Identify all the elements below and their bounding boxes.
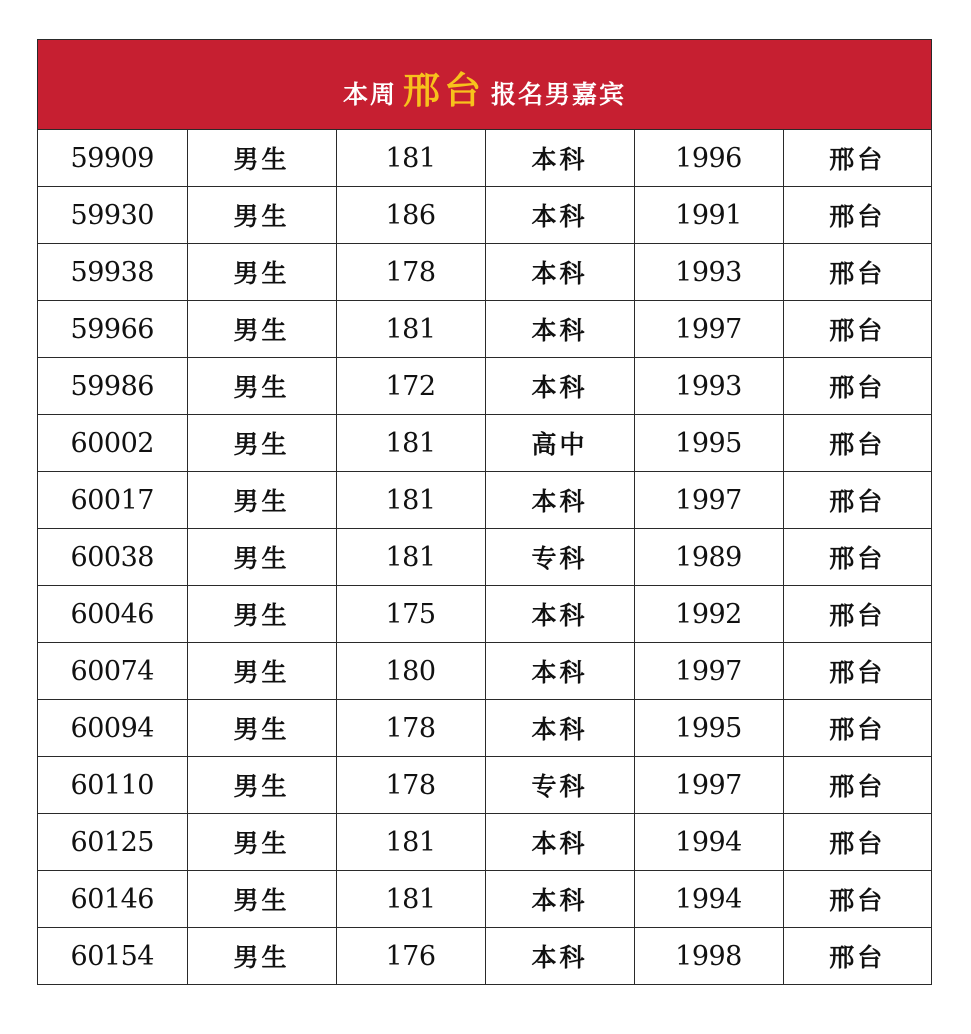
gender-cell: 男生: [187, 130, 336, 187]
birth-year-cell: 1994: [634, 814, 783, 871]
education-cell: 本科: [485, 130, 634, 187]
table-row: [38, 130, 931, 187]
city-cell: 邢台: [829, 943, 886, 972]
city-cell: 邢台: [783, 187, 931, 244]
birth-year-cell: 1995: [634, 700, 783, 757]
guest-id-cell: 60038: [38, 529, 187, 586]
city-cell: 邢台: [783, 700, 931, 757]
table-row: [38, 358, 931, 415]
guest-id-cell: 60154: [38, 928, 187, 985]
table-row: [38, 586, 931, 643]
table-row: [38, 415, 931, 472]
birth-year-cell: 1998: [634, 928, 783, 985]
height-cell: 176: [336, 928, 485, 985]
city-cell: 邢台: [783, 814, 931, 871]
guest-id-cell: 60017: [38, 472, 187, 529]
education-cell: 专科: [485, 529, 634, 586]
guest-id-cell: 59986: [38, 358, 187, 415]
gender-cell: 男生: [187, 472, 336, 529]
birth-year-cell: 1989: [634, 529, 783, 586]
education-cell: 高中: [485, 415, 634, 472]
height-cell: 178: [336, 757, 485, 814]
guest-id-cell: 60094: [38, 700, 187, 757]
table-row: [38, 187, 931, 244]
gender-cell: 男生: [187, 244, 336, 301]
table-row: [38, 529, 931, 586]
birth-year-cell: 1996: [634, 130, 783, 187]
height-cell: 181: [336, 871, 485, 928]
city-cell: 邢台: [783, 757, 931, 814]
title-prefix: 本周: [342, 79, 397, 109]
table-row: [38, 700, 931, 757]
page-title: [343, 60, 626, 114]
birth-year-cell: 1993: [634, 244, 783, 301]
city-cell: 邢台: [783, 130, 931, 187]
table-row: [38, 643, 931, 700]
gender-cell: 男生: [187, 586, 336, 643]
height-cell: 178: [336, 700, 485, 757]
birth-year-cell: 1995: [634, 415, 783, 472]
table-row: [38, 871, 931, 928]
guest-list-sheet: [37, 39, 932, 985]
education-cell: 本科: [485, 871, 634, 928]
gender-cell: 男生: [187, 928, 336, 985]
title-suffix: 报名男嘉宾: [491, 79, 627, 109]
table-row: [38, 472, 931, 529]
city-cell: 邢台: [783, 643, 931, 700]
guest-table-body: [38, 130, 931, 984]
birth-year-cell: 1997: [634, 757, 783, 814]
gender-cell: 男生: [187, 187, 336, 244]
education-cell: 本科: [485, 814, 634, 871]
height-cell: 181: [336, 529, 485, 586]
guest-id-cell: 60074: [38, 643, 187, 700]
birth-year-cell: 1993: [634, 358, 783, 415]
guest-id-cell: 59966: [38, 301, 187, 358]
education-cell: 本科: [485, 244, 634, 301]
gender-cell: 男生: [187, 415, 336, 472]
table-row: [38, 814, 931, 871]
table-row: [38, 757, 931, 814]
city-cell: 邢台: [783, 529, 931, 586]
height-cell: 181: [336, 301, 485, 358]
city-cell: 邢台: [783, 358, 931, 415]
education-cell: 本科: [485, 700, 634, 757]
gender-cell: 男生: [187, 358, 336, 415]
birth-year-cell: 1992: [634, 586, 783, 643]
city-cell: 邢台: [783, 586, 931, 643]
guest-id-cell: 59909: [38, 130, 187, 187]
birth-year-cell: 1997: [634, 472, 783, 529]
table-row: [38, 301, 931, 358]
guest-id-cell: 60046: [38, 586, 187, 643]
gender-cell: 男生: [187, 871, 336, 928]
education-cell: 本科: [485, 301, 634, 358]
guest-id-cell: 59930: [38, 187, 187, 244]
table-row: [38, 244, 931, 301]
gender-cell: 男生: [187, 757, 336, 814]
education-cell: 本科: [485, 928, 634, 985]
guest-table: [38, 130, 931, 984]
height-cell: 180: [336, 643, 485, 700]
height-cell: 181: [336, 814, 485, 871]
city-cell: 邢台: [783, 472, 931, 529]
height-cell: 178: [336, 244, 485, 301]
birth-year-cell: 1991: [634, 187, 783, 244]
guest-id-cell: 60125: [38, 814, 187, 871]
height-cell: 186: [336, 187, 485, 244]
city-cell: 邢台: [783, 301, 931, 358]
guest-id-cell: 60146: [38, 871, 187, 928]
gender-cell: 男生: [187, 700, 336, 757]
education-cell: 本科: [485, 358, 634, 415]
guest-id-cell: 60110: [38, 757, 187, 814]
city-cell: 邢台: [783, 415, 931, 472]
education-cell: 本科: [485, 586, 634, 643]
height-cell: 172: [336, 358, 485, 415]
gender-cell: 男生: [187, 301, 336, 358]
gender-cell: 男生: [187, 814, 336, 871]
education-cell: 本科: [485, 472, 634, 529]
education-cell: 本科: [485, 643, 634, 700]
education-cell: 本科: [485, 187, 634, 244]
height-cell: 175: [336, 586, 485, 643]
height-cell: 181: [336, 472, 485, 529]
height-cell: 181: [336, 415, 485, 472]
gender-cell: 男生: [187, 643, 336, 700]
birth-year-cell: 1997: [634, 301, 783, 358]
guest-id-cell: 60002: [38, 415, 187, 472]
city-cell: 邢台: [783, 244, 931, 301]
gender-cell: 男生: [187, 529, 336, 586]
guest-id-cell: 59938: [38, 244, 187, 301]
title-banner: [38, 40, 931, 130]
table-row: [38, 928, 931, 985]
title-city-highlight: 邢台: [403, 68, 485, 112]
birth-year-cell: 1997: [634, 643, 783, 700]
city-cell: 邢台: [783, 871, 931, 928]
education-cell: 专科: [485, 757, 634, 814]
birth-year-cell: 1994: [634, 871, 783, 928]
height-cell: 181: [336, 130, 485, 187]
